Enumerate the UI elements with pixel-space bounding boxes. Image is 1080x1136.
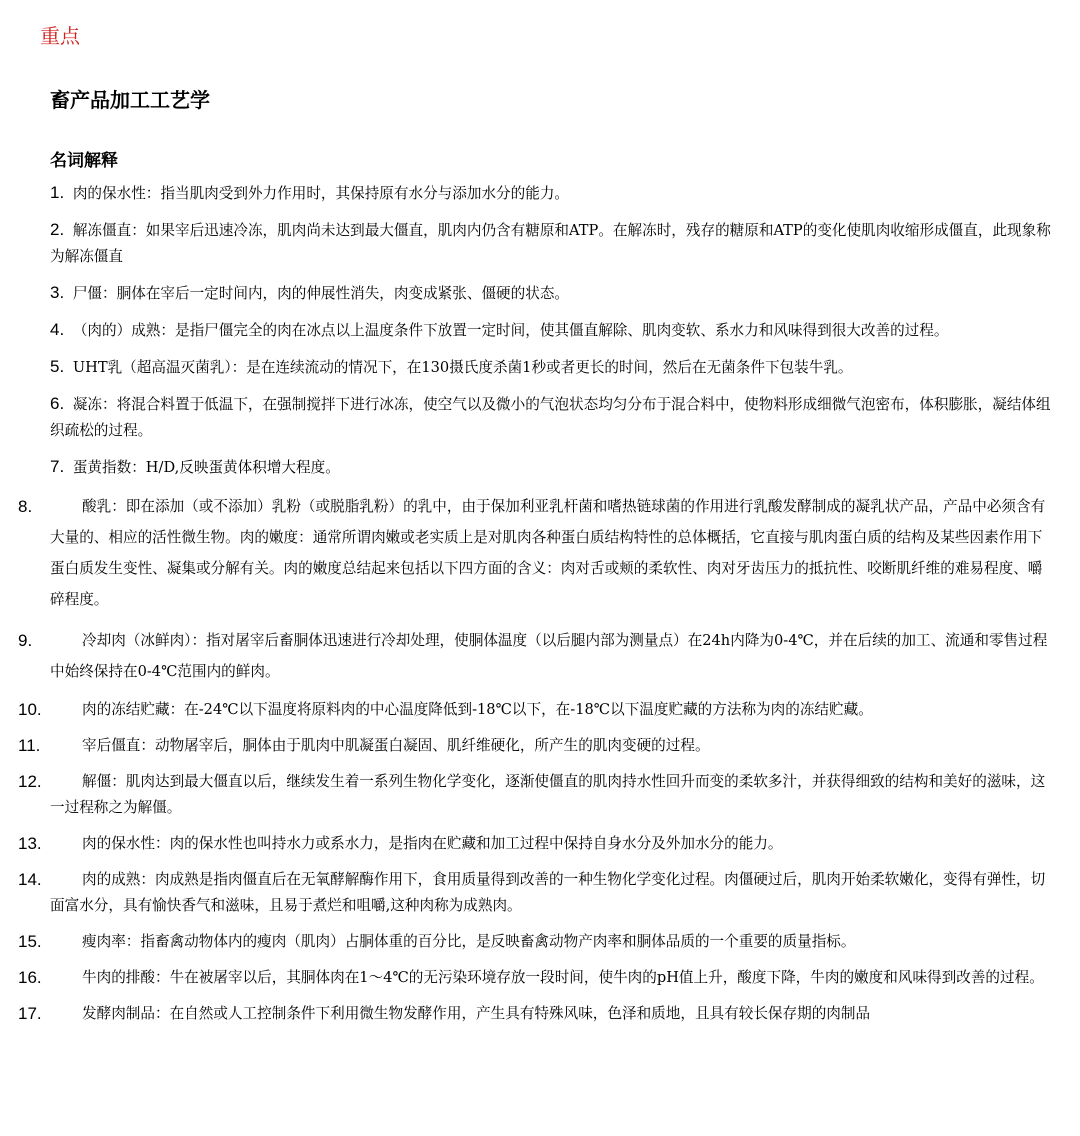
list-item (0, 391, 1080, 444)
item-text: 牛肉的排酸：牛在被屠宰以后，其胴体肉在1～4℃的无污染环境存放一段时间，使牛肉的pH值上升，酸度下降，牛肉的嫩度和风味得到改善的过程。 (82, 969, 1044, 986)
list-item (0, 733, 1080, 759)
item-text: 肉的冻结贮藏：在-24℃以下温度将原料肉的中心温度降低到-18℃以下，在-18℃以下温度贮藏的方法称为肉的冻结贮藏。 (82, 701, 873, 718)
page-title: 畜产品加工工艺学 (50, 88, 210, 112)
item-number: 6. (50, 394, 65, 413)
list-item (0, 697, 1080, 723)
list-item (0, 831, 1080, 857)
item-number: 15. (18, 932, 42, 951)
list-item (0, 180, 1080, 207)
list-item (0, 217, 1080, 270)
list-item (0, 491, 1080, 615)
list-item (0, 280, 1080, 307)
item-number: 13. (18, 834, 42, 853)
item-text: 肉的保水性：指当肌肉受到外力作用时，其保持原有水分与添加水分的能力。 (72, 185, 570, 202)
list-item (0, 929, 1080, 955)
item-text: 发酵肉制品：在自然或人工控制条件下利用微生物发酵作用，产生具有特殊风味，色泽和质地，且具有较长保存期的肉制品 (82, 1005, 871, 1022)
item-number: 4. (50, 320, 65, 339)
item-number: 9. (18, 631, 33, 650)
item-text: 肉的保水性：肉的保水性也叫持水力或系水力，是指肉在贮藏和加工过程中保持自身水分及外加水分的能力。 (82, 835, 783, 852)
item-text: 凝冻：将混合料置于低温下，在强制搅拌下进行冰冻，使空气以及微小的气泡状态均匀分布于混合料中，使物料形成细微气泡密布，体积膨胀，凝结体组织疏松的过程。 (50, 396, 1051, 439)
item-text: 酸乳：即在添加（或不添加）乳粉（或脱脂乳粉）的乳中，由于保加利亚乳杆菌和嗜热链球菌的作用进行乳酸发酵制成的凝乳状产品，产品中必须含有大量的、相应的活性微生物。肉的嫩度：通常所谓肉嫩或老实质上是对肌肉各种蛋白质结构特性的总体概括，它直接与肌肉蛋白质的结构及某些因素作用下蛋白质发生变性、凝集或分解有关。肉的嫩度总结起来包括以下四方面的含义：肉对舌或颊的柔软性、肉对牙齿压力的抵抗性、咬断肌纤维的难易程度、嚼碎程度。 (50, 498, 1046, 608)
item-text: 肉的成熟：肉成熟是指肉僵直后在无氧酵解酶作用下，食用质量得到改善的一种生物化学变化过程。肉僵硬过后，肌肉开始柔软嫩化，变得有弹性，切面富水分，具有愉快香气和滋味，且易于煮烂和咀嚼,这种肉称为成熟肉。 (50, 871, 1046, 914)
item-number: 14. (18, 870, 42, 889)
item-number: 7. (50, 457, 65, 476)
item-text: 冷却肉（冰鲜肉）：指对屠宰后畜胴体迅速进行冷却处理，使胴体温度（以后腿内部为测量点）在24h内降为0-4℃，并在后续的加工、流通和零售过程中始终保持在0-4℃范围内的鲜肉。 (50, 632, 1048, 680)
item-text: 宰后僵直：动物屠宰后，胴体由于肌肉中肌凝蛋白凝固、肌纤维硬化，所产生的肌肉变硬的过程。 (82, 737, 710, 754)
item-number: 5. (50, 357, 65, 376)
item-number: 16. (18, 968, 42, 987)
item-number: 10. (18, 700, 42, 719)
list-item (0, 769, 1080, 821)
list-item (0, 354, 1080, 381)
item-number: 17. (18, 1004, 42, 1023)
list-item (0, 965, 1080, 991)
item-text: UHT乳（超高温灭菌乳）：是在连续流动的情况下，在130摄氏度杀菌1秒或者更长的时间，然后在无菌条件下包装牛乳。 (72, 359, 853, 376)
item-text: 解冻僵直：如果宰后迅速冷冻，肌肉尚未达到最大僵直，肌肉内仍含有糖原和ATP。在解冻时，残存的糖原和ATP的变化使肌肉收缩形成僵直，此现象称为解冻僵直 (50, 222, 1051, 265)
item-number: 8. (18, 497, 33, 516)
term-list (0, 180, 1080, 1037)
list-item (0, 867, 1080, 919)
section-heading: 名词解释 (50, 151, 118, 171)
item-number: 3. (50, 283, 65, 302)
item-text: 解僵：肌肉达到最大僵直以后，继续发生着一系列生物化学变化，逐渐使僵直的肌肉持水性回升而变的柔软多汁，并获得细致的结构和美好的滋味，这一过程称之为解僵。 (50, 773, 1046, 816)
item-number: 1. (50, 183, 65, 202)
list-item (0, 625, 1080, 687)
list-item (0, 317, 1080, 344)
item-text: （肉的）成熟：是指尸僵完全的肉在冰点以上温度条件下放置一定时间，使其僵直解除、肌肉变软、系水力和风味得到很大改善的过程。 (72, 322, 949, 339)
item-text: 尸僵：胴体在宰后一定时间内，肉的伸展性消失，肉变成紧张、僵硬的状态。 (72, 285, 570, 302)
item-text: 瘦肉率：指畜禽动物体内的瘦肉（肌肉）占胴体重的百分比，是反映畜禽动物产肉率和胴体品质的一个重要的质量指标。 (82, 933, 856, 950)
list-item (0, 454, 1080, 481)
item-number: 12. (18, 772, 42, 791)
item-number: 11. (18, 736, 41, 755)
list-item (0, 1001, 1080, 1027)
item-text: 蛋黄指数：H/D,反映蛋黄体积增大程度。 (72, 459, 340, 476)
item-number: 2. (50, 220, 65, 239)
highlight-tag: 重点 (40, 24, 80, 48)
